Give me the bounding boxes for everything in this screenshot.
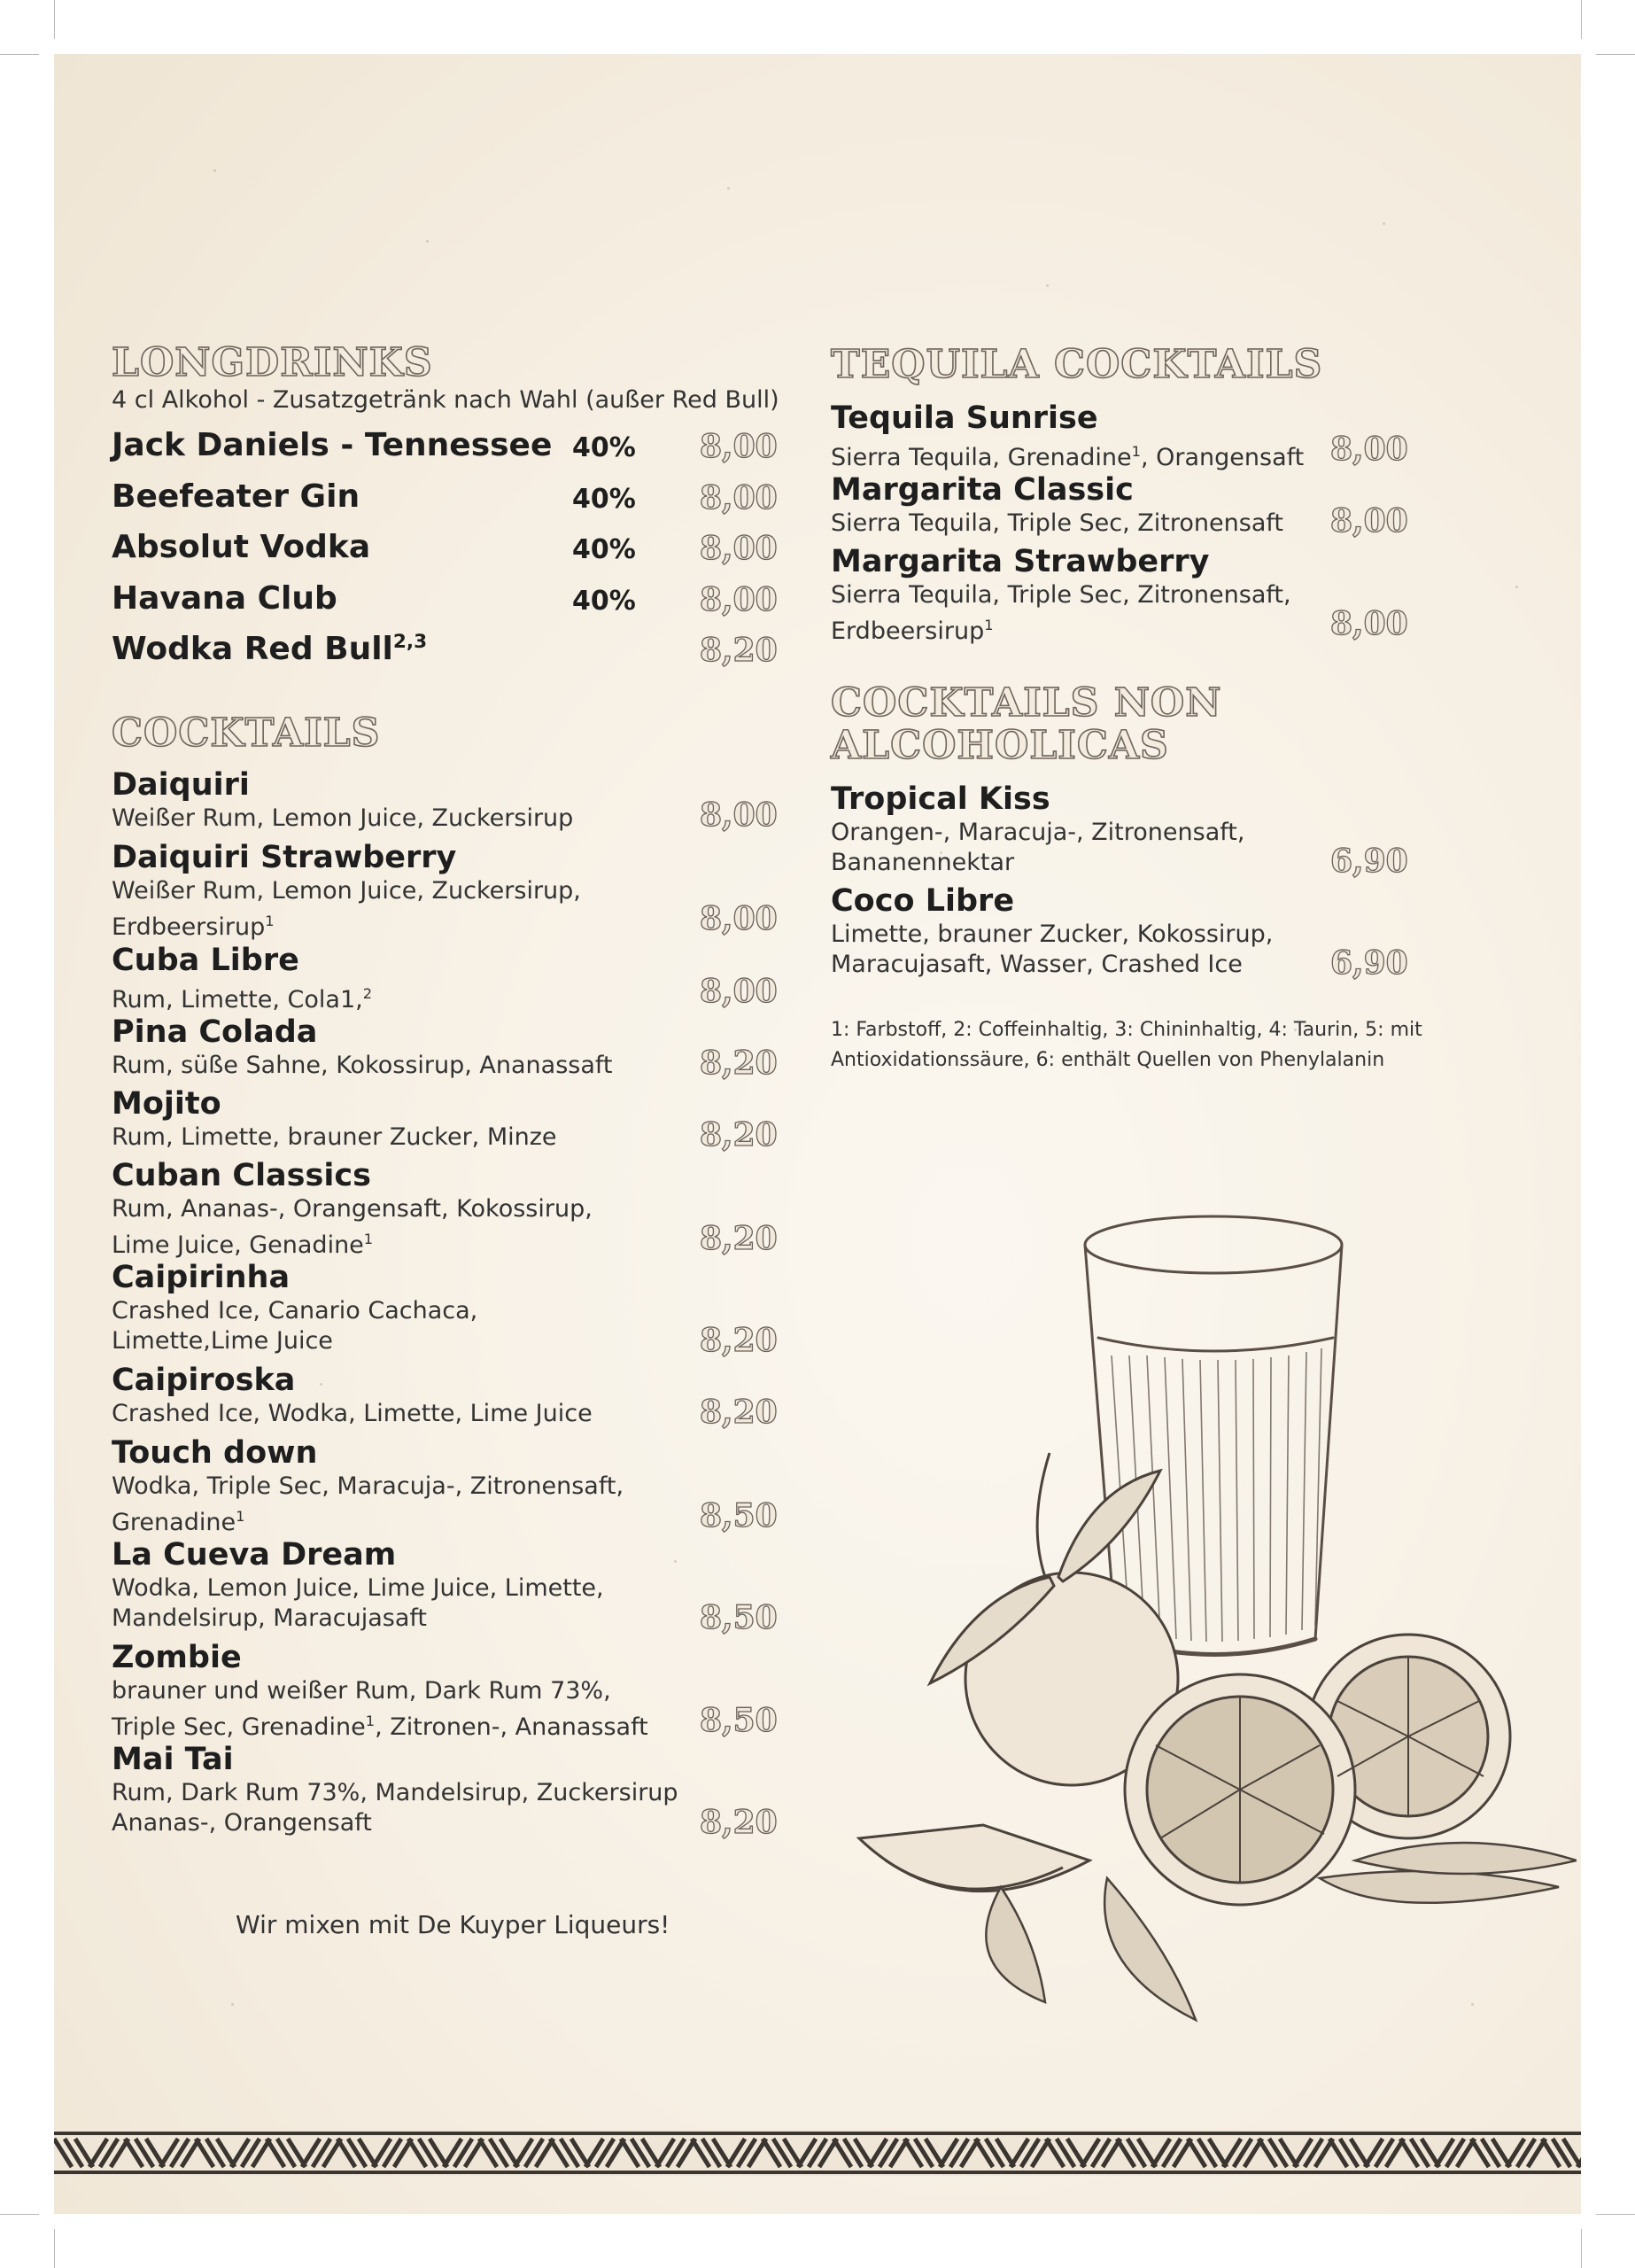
longdrink-abv: 40% — [572, 484, 636, 515]
menu-item — [112, 1537, 604, 1634]
non-alcoholic-title: COCKTAILS NON — [831, 680, 1222, 726]
item-name: Daiquiri — [112, 767, 250, 803]
longdrink-name: Havana Club — [112, 580, 337, 617]
orange-stem — [1037, 1453, 1050, 1577]
leaf — [1355, 1843, 1577, 1874]
longdrink-row — [112, 478, 778, 526]
longdrink-name: Wodka Red Bull$^{2,3}$ — [112, 631, 428, 667]
menu-item — [112, 840, 581, 943]
closing-note: Wir mixen mit De Kuyper Liqueurs! — [236, 1910, 670, 1939]
price: 8,20 — [700, 1804, 778, 1841]
crop-mark — [1581, 0, 1582, 39]
item-name: Mojito — [112, 1086, 221, 1122]
item-name: Caipiroska — [112, 1363, 296, 1398]
item-description: Maracujasaft, Wasser, Crashed Ice — [831, 951, 1243, 978]
glass-rim — [1085, 1216, 1342, 1273]
menu-item — [831, 544, 1291, 647]
item-description: Rum, Limette, brauner Zucker, Minze — [112, 1123, 557, 1151]
item-description: Bananennektar — [831, 849, 1015, 876]
crop-mark — [0, 2214, 39, 2215]
item-description: Wodka, Lemon Juice, Lime Juice, Limette, — [112, 1574, 604, 1602]
item-description: Rum, Limette, Cola1,$^2$ — [112, 985, 373, 1014]
menu-item — [831, 400, 1304, 473]
price: 8,20 — [700, 632, 778, 669]
item-name: Cuba Libre — [112, 943, 299, 978]
price: 8,50 — [700, 1599, 778, 1636]
item-description: Grenadine$^1$ — [112, 1508, 245, 1536]
decorative-border — [54, 2130, 1581, 2176]
item-description: Rum, Dark Rum 73%, Mandelsirup, Zuckersirup — [112, 1779, 678, 1806]
longdrinks-title: LONGDRINKS — [112, 340, 433, 385]
item-name: Touch down — [112, 1435, 318, 1471]
price: 6,90 — [1330, 843, 1408, 880]
leaf — [1320, 1871, 1559, 1903]
leaf — [986, 1887, 1045, 2002]
item-description: Erdbeersirup$^1$ — [831, 617, 994, 645]
item-name: Cuban Classics — [112, 1158, 371, 1193]
item-description: Lime Juice, Genadine$^1$ — [112, 1231, 374, 1259]
item-name: Margarita Classic — [831, 472, 1134, 508]
item-description: Limette, brauner Zucker, Kokossirup, — [831, 920, 1274, 948]
price: 8,00 — [700, 796, 778, 834]
price: 8,00 — [700, 479, 778, 517]
menu-item — [112, 1435, 624, 1538]
price: 8,50 — [700, 1497, 778, 1534]
item-description: brauner und weißer Rum, Dark Rum 73%, — [112, 1677, 611, 1705]
longdrink-abv: 40% — [572, 586, 636, 617]
price: 8,20 — [700, 1394, 778, 1431]
item-description: Weißer Rum, Lemon Juice, Zuckersirup — [112, 804, 574, 832]
price: 8,00 — [700, 530, 778, 567]
item-description: Sierra Tequila, Triple Sec, Zitronensaft, — [831, 581, 1291, 609]
menu-item — [112, 943, 372, 1015]
cocktails-title: COCKTAILS — [112, 711, 381, 756]
menu-item — [112, 1086, 557, 1153]
item-description: Erdbeersirup$^1$ — [112, 913, 275, 941]
longdrink-row — [112, 427, 778, 475]
item-name: Caipirinha — [112, 1260, 291, 1295]
longdrink-name: Beefeater Gin — [112, 478, 360, 515]
item-name: Coco Libre — [831, 883, 1015, 919]
price: 8,20 — [700, 1045, 778, 1082]
longdrink-row — [112, 580, 778, 628]
price: 8,00 — [700, 900, 778, 937]
price: 8,20 — [700, 1116, 778, 1153]
longdrink-name: Jack Daniels - Tennessee — [112, 427, 553, 463]
longdrink-abv: 40% — [572, 534, 636, 565]
crop-mark — [0, 54, 39, 55]
item-description: Crashed Ice, Canario Cachaca, — [112, 1297, 478, 1324]
item-name: La Cueva Dream — [112, 1537, 397, 1573]
price: 8,00 — [1330, 431, 1408, 468]
menu-item — [112, 1158, 593, 1261]
allergen-footnote: 1: Farbstoff, 2: Coffeinhaltig, 3: Chininhaltig, 4: Taurin, 5: mit Antioxidationssäure, 6: enthält Quellen von Phenylalanin — [831, 1019, 1422, 1071]
longdrink-abv: 40% — [572, 432, 636, 463]
longdrinks-subtitle: 4 cl Alkohol - Zusatzgetränk nach Wahl (außer Red Bull) — [112, 386, 779, 414]
price: 8,00 — [1330, 605, 1408, 642]
item-description: Limette,Lime Juice — [112, 1327, 333, 1355]
menu-item — [831, 472, 1283, 539]
item-description: Rum, Ananas-, Orangensaft, Kokossirup, — [112, 1195, 593, 1223]
item-description: Weißer Rum, Lemon Juice, Zuckersirup, — [112, 877, 581, 905]
item-name: Tropical Kiss — [831, 781, 1050, 817]
item-name: Margarita Strawberry — [831, 544, 1210, 579]
item-name: Daiquiri Strawberry — [112, 840, 457, 875]
price: 8,00 — [700, 973, 778, 1010]
price: 8,00 — [1330, 502, 1408, 540]
item-description: Orangen-, Maracuja-, Zitronensaft, — [831, 819, 1245, 846]
orange-slice — [859, 1825, 1089, 1891]
menu-item — [112, 1014, 613, 1081]
item-description: Mandelsirup, Maracujasaft — [112, 1604, 428, 1632]
longdrink-name: Absolut Vodka — [112, 529, 371, 565]
menu-item — [112, 1363, 593, 1429]
drink-illustration — [824, 1187, 1577, 2029]
item-name: Mai Tai — [112, 1742, 234, 1777]
non-alcoholic-title: ALCOHOLICAS — [831, 723, 1169, 768]
price: 8,20 — [700, 1220, 778, 1257]
tequila-title: TEQUILA COCKTAILS — [831, 342, 1323, 387]
price: 8,50 — [700, 1702, 778, 1739]
item-description: Sierra Tequila, Triple Sec, Zitronensaft — [831, 509, 1283, 537]
menu-item — [112, 767, 573, 834]
price: 8,00 — [700, 428, 778, 465]
item-name: Tequila Sunrise — [831, 400, 1098, 436]
item-name: Pina Colada — [112, 1014, 318, 1050]
item-description: Triple Sec, Grenadine$^1$, Zitronen-, Ananassaft — [112, 1713, 648, 1741]
price: 6,90 — [1330, 944, 1408, 982]
longdrink-row — [112, 529, 778, 577]
item-description: Sierra Tequila, Grenadine$^1$, Orangensaft — [831, 443, 1305, 471]
crop-mark — [54, 2229, 55, 2268]
price: 8,00 — [700, 581, 778, 618]
item-description: Wodka, Triple Sec, Maracuja-, Zitronensaft, — [112, 1472, 624, 1500]
price: 8,20 — [700, 1322, 778, 1359]
longdrink-row — [112, 631, 778, 679]
crop-mark — [1596, 2214, 1635, 2215]
crop-mark — [1596, 54, 1635, 55]
menu-item — [831, 781, 1244, 878]
menu-item — [112, 1640, 648, 1743]
menu-item — [112, 1742, 678, 1838]
item-description: Crashed Ice, Wodka, Limette, Lime Juice — [112, 1400, 593, 1427]
item-description: Rum, süße Sahne, Kokossirup, Ananassaft — [112, 1052, 613, 1079]
item-description: Ananas-, Orangensaft — [112, 1809, 372, 1837]
menu-item — [112, 1260, 477, 1356]
leaf — [1104, 1878, 1196, 2020]
crop-mark — [1581, 2229, 1582, 2268]
menu-item — [831, 883, 1273, 980]
crop-mark — [54, 0, 55, 39]
item-name: Zombie — [112, 1640, 242, 1675]
